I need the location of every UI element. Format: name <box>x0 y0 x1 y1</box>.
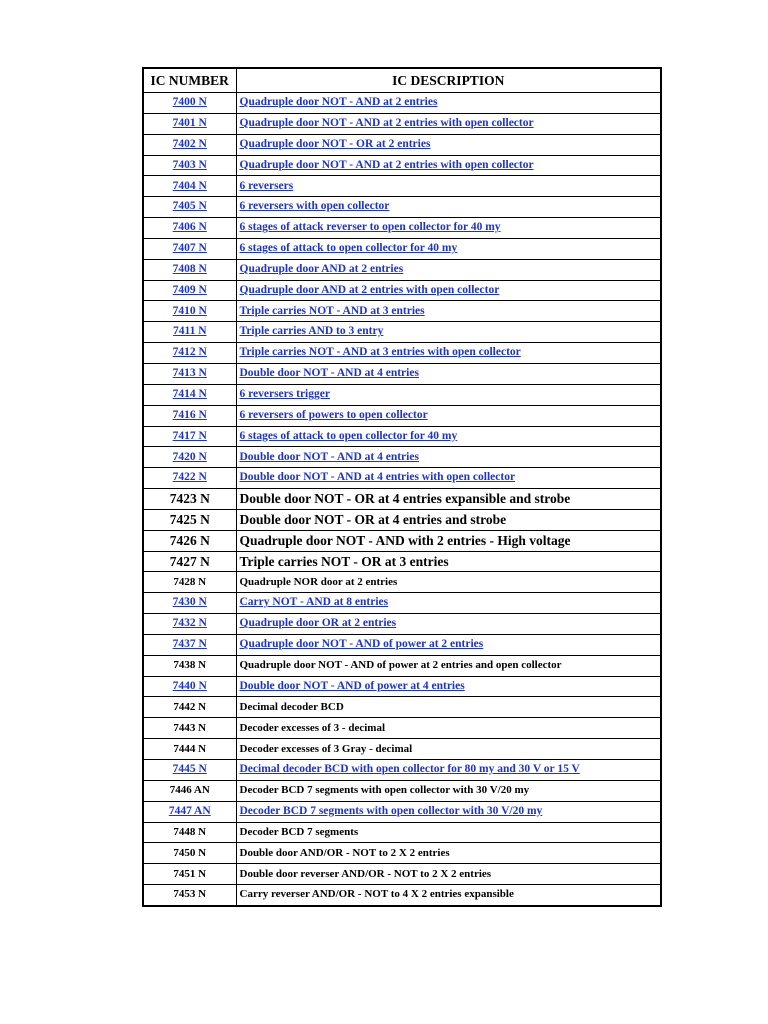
ic-number-link[interactable]: 7430 N <box>172 596 207 609</box>
table-row <box>143 280 661 301</box>
ic-number-link[interactable]: 7412 N <box>172 346 207 359</box>
ic-description-cell <box>236 197 661 218</box>
ic-description-cell <box>236 280 661 301</box>
ic-number-cell <box>143 280 236 301</box>
ic-description-cell <box>236 343 661 364</box>
ic-number-cell <box>143 238 236 259</box>
ic-number-cell <box>143 634 236 655</box>
ic-description-cell <box>236 426 661 447</box>
ic-description-cell <box>236 134 661 155</box>
ic-number-cell <box>143 259 236 280</box>
ic-description-link[interactable]: 6 reversers with open collector <box>239 200 390 213</box>
ic-description-cell <box>236 405 661 426</box>
ic-description-link[interactable]: Triple carries NOT - AND at 3 entries <box>239 304 425 317</box>
ic-number-cell <box>143 676 236 697</box>
table-body <box>143 93 661 906</box>
ic-description-cell: Decoder BCD 7 segments <box>236 822 661 843</box>
ic-description-link[interactable]: Carry NOT - AND at 8 entries <box>239 596 389 609</box>
ic-number-cell: 7453 N <box>143 885 236 906</box>
ic-description-cell <box>236 384 661 405</box>
ic-description-link[interactable]: Quadruple door AND at 2 entries with open collector <box>239 283 500 296</box>
ic-number-cell <box>143 134 236 155</box>
table-row <box>143 468 661 489</box>
ic-description-link[interactable]: 6 reversers trigger <box>239 387 330 400</box>
ic-number-cell: 7448 N <box>143 822 236 843</box>
ic-number-link[interactable]: 7409 N <box>172 283 207 296</box>
ic-description-cell: Decoder excesses of 3 - decimal <box>236 718 661 739</box>
ic-description-link[interactable]: Quadruple door NOT - AND at 2 entries <box>239 96 438 109</box>
ic-number-link[interactable]: 7405 N <box>172 200 207 213</box>
table-row <box>143 426 661 447</box>
ic-number-link[interactable]: 7414 N <box>172 387 207 400</box>
table-header-row <box>143 68 661 93</box>
ic-number-cell <box>143 447 236 468</box>
ic-description-link[interactable]: 6 stages of attack to open collector for 40 my <box>239 429 458 442</box>
ic-description-cell: Quadruple NOR door at 2 entries <box>236 572 661 593</box>
ic-description-link[interactable]: Triple carries AND to 3 entry <box>239 325 384 338</box>
ic-description-cell <box>236 93 661 114</box>
table-row <box>143 780 661 801</box>
table-row <box>143 489 661 510</box>
ic-number-cell <box>143 363 236 384</box>
table-row <box>143 718 661 739</box>
ic-number-link[interactable]: 7440 N <box>172 679 207 692</box>
ic-number-cell <box>143 614 236 635</box>
ic-description-link[interactable]: Quadruple door AND at 2 entries <box>239 262 404 275</box>
table-row <box>143 113 661 134</box>
table-row <box>143 530 661 551</box>
ic-number-link[interactable]: 7416 N <box>172 408 207 421</box>
ic-number-link[interactable]: 7402 N <box>172 137 207 150</box>
table-row <box>143 655 661 676</box>
ic-description-link[interactable]: Double door NOT - AND at 4 entries with open collector <box>239 471 516 484</box>
table-row <box>143 822 661 843</box>
ic-description-cell <box>236 593 661 614</box>
table-row <box>143 551 661 572</box>
ic-description-link[interactable]: 6 reversers <box>239 179 294 192</box>
ic-description-cell <box>236 301 661 322</box>
ic-description-cell <box>236 322 661 343</box>
table-row <box>143 322 661 343</box>
ic-number-link[interactable]: 7437 N <box>172 638 207 651</box>
ic-number-cell: 7426 N <box>143 530 236 551</box>
table-row <box>143 614 661 635</box>
ic-number-link[interactable]: 7413 N <box>172 367 207 380</box>
ic-description-cell <box>236 113 661 134</box>
ic-number-cell: 7425 N <box>143 509 236 530</box>
ic-description-cell <box>236 363 661 384</box>
ic-description-cell <box>236 468 661 489</box>
ic-description-cell <box>236 447 661 468</box>
ic-description-link[interactable]: Quadruple door NOT - OR at 2 entries <box>239 137 431 150</box>
ic-description-link[interactable]: Quadruple door NOT - AND at 2 entries with open collector <box>239 158 534 171</box>
ic-number-cell <box>143 405 236 426</box>
table-row <box>143 509 661 530</box>
ic-number-link[interactable]: 7400 N <box>172 96 207 109</box>
ic-number-cell <box>143 384 236 405</box>
table-row <box>143 801 661 822</box>
ic-number-link[interactable]: 7406 N <box>172 221 207 234</box>
ic-number-cell <box>143 197 236 218</box>
table-row <box>143 176 661 197</box>
ic-number-cell: 7423 N <box>143 489 236 510</box>
table-row <box>143 572 661 593</box>
table-row <box>143 593 661 614</box>
ic-number-cell: 7450 N <box>143 843 236 864</box>
ic-number-cell <box>143 155 236 176</box>
ic-description-cell: Decimal decoder BCD <box>236 697 661 718</box>
ic-description-link[interactable]: Double door NOT - AND at 4 entries <box>239 367 419 380</box>
table-row <box>143 301 661 322</box>
table-row <box>143 676 661 697</box>
ic-description-cell: Double door AND/OR - NOT to 2 X 2 entries <box>236 843 661 864</box>
table-row <box>143 218 661 239</box>
ic-description-cell <box>236 176 661 197</box>
table-row <box>143 93 661 114</box>
ic-number-cell: 7443 N <box>143 718 236 739</box>
ic-description-link[interactable]: Decoder BCD 7 segments with open collector with 30 V/20 my <box>239 804 543 817</box>
ic-description-link[interactable]: 6 stages of attack to open collector for 40 my <box>239 242 458 255</box>
ic-number-cell <box>143 343 236 364</box>
ic-description-cell: Triple carries NOT - OR at 3 entries <box>236 551 661 572</box>
ic-number-cell <box>143 801 236 822</box>
ic-number-link[interactable]: 7408 N <box>172 262 207 275</box>
ic-description-link[interactable]: 6 stages of attack reverser to open collector for 40 my <box>239 221 501 234</box>
ic-description-link[interactable]: Double door NOT - AND of power at 4 entries <box>239 679 465 692</box>
ic-description-cell: Decoder excesses of 3 Gray - decimal <box>236 739 661 760</box>
ic-number-cell <box>143 301 236 322</box>
ic-number-cell <box>143 218 236 239</box>
ic-description-cell <box>236 676 661 697</box>
ic-description-cell <box>236 801 661 822</box>
ic-description-cell <box>236 238 661 259</box>
header-ic-number: IC NUMBER <box>143 68 236 93</box>
ic-description-cell <box>236 760 661 781</box>
ic-number-link[interactable]: 7403 N <box>172 158 207 171</box>
table-row <box>143 384 661 405</box>
table-row <box>143 197 661 218</box>
ic-description-link[interactable]: Double door NOT - AND at 4 entries <box>239 450 419 463</box>
ic-number-cell: 7451 N <box>143 864 236 885</box>
table-row <box>143 885 661 906</box>
ic-number-cell: 7438 N <box>143 655 236 676</box>
table-row <box>143 405 661 426</box>
table-row <box>143 697 661 718</box>
ic-number-link[interactable]: 7420 N <box>172 450 207 463</box>
table-row <box>143 134 661 155</box>
ic-number-link[interactable]: 7401 N <box>172 117 207 130</box>
ic-number-link[interactable]: 7417 N <box>172 429 207 442</box>
table-row <box>143 760 661 781</box>
table-row <box>143 739 661 760</box>
ic-description-cell <box>236 614 661 635</box>
table-row <box>143 155 661 176</box>
table-row <box>143 634 661 655</box>
ic-description-cell <box>236 155 661 176</box>
ic-description-link[interactable]: Decimal decoder BCD with open collector for 80 my and 30 V or 15 V <box>239 763 580 776</box>
table-row <box>143 363 661 384</box>
table-row <box>143 864 661 885</box>
ic-description-link[interactable]: 6 reversers of powers to open collector <box>239 408 428 421</box>
ic-description-link[interactable]: Quadruple door OR at 2 entries <box>239 617 397 630</box>
ic-number-cell: 7446 AN <box>143 780 236 801</box>
ic-number-cell: 7427 N <box>143 551 236 572</box>
ic-description-cell: Double door NOT - OR at 4 entries and strobe <box>236 509 661 530</box>
ic-description-cell: Quadruple door NOT - AND of power at 2 entries and open collector <box>236 655 661 676</box>
ic-number-cell <box>143 593 236 614</box>
ic-number-cell: 7444 N <box>143 739 236 760</box>
ic-number-link[interactable]: 7404 N <box>172 179 207 192</box>
ic-number-cell <box>143 468 236 489</box>
ic-description-cell: Carry reverser AND/OR - NOT to 4 X 2 entries expansible <box>236 885 661 906</box>
ic-table <box>142 67 662 907</box>
ic-number-link[interactable]: 7447 AN <box>168 804 211 817</box>
ic-number-cell <box>143 93 236 114</box>
ic-number-link[interactable]: 7411 N <box>172 325 207 338</box>
ic-description-link[interactable]: Triple carries NOT - AND at 3 entries with open collector <box>239 346 521 359</box>
ic-description-cell: Decoder BCD 7 segments with open collector with 30 V/20 my <box>236 780 661 801</box>
ic-number-cell: 7428 N <box>143 572 236 593</box>
ic-number-cell <box>143 113 236 134</box>
ic-number-link[interactable]: 7407 N <box>172 242 207 255</box>
ic-number-link[interactable]: 7422 N <box>172 471 207 484</box>
ic-number-cell: 7442 N <box>143 697 236 718</box>
table-row <box>143 259 661 280</box>
table-row <box>143 843 661 864</box>
ic-number-link[interactable]: 7432 N <box>172 617 207 630</box>
ic-description-cell: Double door reverser AND/OR - NOT to 2 X 2 entries <box>236 864 661 885</box>
ic-description-link[interactable]: Quadruple door NOT - AND of power at 2 entries <box>239 638 484 651</box>
table-row <box>143 343 661 364</box>
ic-number-link[interactable]: 7410 N <box>172 304 207 317</box>
ic-number-link[interactable]: 7445 N <box>172 763 207 776</box>
ic-number-cell <box>143 426 236 447</box>
table-row <box>143 447 661 468</box>
ic-description-cell: Quadruple door NOT - AND with 2 entries - High voltage <box>236 530 661 551</box>
ic-description-cell <box>236 218 661 239</box>
ic-description-cell <box>236 634 661 655</box>
ic-description-cell: Double door NOT - OR at 4 entries expansible and strobe <box>236 489 661 510</box>
table-row <box>143 238 661 259</box>
ic-number-cell <box>143 176 236 197</box>
ic-description-cell <box>236 259 661 280</box>
ic-description-link[interactable]: Quadruple door NOT - AND at 2 entries with open collector <box>239 117 534 130</box>
ic-number-cell <box>143 760 236 781</box>
ic-number-cell <box>143 322 236 343</box>
header-ic-description: IC DESCRIPTION <box>236 68 661 93</box>
